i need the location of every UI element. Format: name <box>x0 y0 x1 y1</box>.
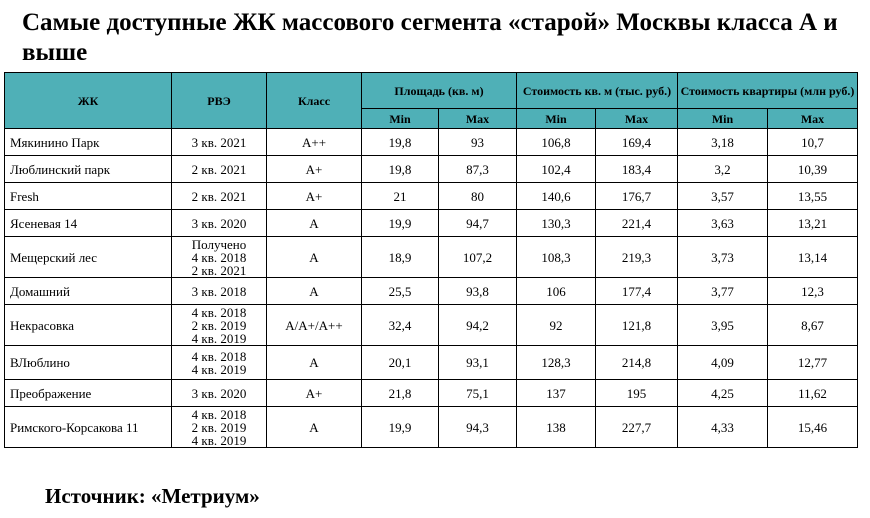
cell-area-min: 21 <box>362 183 439 210</box>
rve-line: 3 кв. 2020 <box>191 385 247 401</box>
cell-sqm-min: 92 <box>517 305 596 346</box>
cell-apt-min: 3,57 <box>678 183 768 210</box>
cell-area-min: 20,1 <box>362 346 439 380</box>
cell-apt-max: 13,21 <box>768 210 858 237</box>
cell-sqm-max: 121,8 <box>596 305 678 346</box>
cell-rve <box>172 346 267 380</box>
table-row <box>5 380 858 407</box>
cell-apt-max: 10,39 <box>768 156 858 183</box>
cell-class: А <box>267 346 362 380</box>
cell-sqm-max: 227,7 <box>596 407 678 448</box>
cell-sqm-min: 108,3 <box>517 237 596 278</box>
rve-line: 4 кв. 2018 <box>191 406 247 422</box>
cell-area-min: 19,9 <box>362 407 439 448</box>
cell-area-min: 21,8 <box>362 380 439 407</box>
cell-name: Римского-Корсакова 11 <box>5 407 172 448</box>
source-note: Источник: «Метриум» <box>45 484 260 508</box>
rve-line: 4 кв. 2018 <box>191 304 247 320</box>
cell-area-min: 25,5 <box>362 278 439 305</box>
cell-area-max: 107,2 <box>439 237 517 278</box>
cell-area-max: 93 <box>439 129 517 156</box>
cell-apt-min: 4,09 <box>678 346 768 380</box>
cell-rve <box>172 210 267 237</box>
header-area: Площадь (кв. м) <box>362 73 517 109</box>
cell-area-min: 19,8 <box>362 129 439 156</box>
cell-apt-min: 4,25 <box>678 380 768 407</box>
cell-apt-min: 3,95 <box>678 305 768 346</box>
housing-table <box>4 72 858 448</box>
header-apt-max: Max <box>768 109 858 129</box>
header-sqm-min: Min <box>517 109 596 129</box>
cell-rve <box>172 129 267 156</box>
cell-area-max: 75,1 <box>439 380 517 407</box>
rve-line: 4 кв. 2018 <box>191 249 247 265</box>
cell-sqm-min: 130,3 <box>517 210 596 237</box>
cell-class: А+ <box>267 183 362 210</box>
cell-name: ВЛюблино <box>5 346 172 380</box>
cell-apt-max: 15,46 <box>768 407 858 448</box>
cell-area-max: 87,3 <box>439 156 517 183</box>
rve-line: 4 кв. 2019 <box>191 361 247 377</box>
cell-name: Преображение <box>5 380 172 407</box>
cell-apt-max: 8,67 <box>768 305 858 346</box>
cell-class: А+ <box>267 380 362 407</box>
cell-area-max: 94,2 <box>439 305 517 346</box>
cell-sqm-min: 106,8 <box>517 129 596 156</box>
cell-sqm-max: 214,8 <box>596 346 678 380</box>
cell-name: Домашний <box>5 278 172 305</box>
cell-rve <box>172 237 267 278</box>
rve-line: 2 кв. 2021 <box>191 188 247 204</box>
rve-line: 4 кв. 2019 <box>191 432 247 448</box>
header-class: Класс <box>267 73 362 129</box>
table-row <box>5 210 858 237</box>
cell-name: Ясеневая 14 <box>5 210 172 237</box>
cell-class: А <box>267 237 362 278</box>
rve-line: 3 кв. 2020 <box>191 215 247 231</box>
cell-rve <box>172 156 267 183</box>
cell-name: Мещерский лес <box>5 237 172 278</box>
table-row <box>5 305 858 346</box>
cell-sqm-max: 176,7 <box>596 183 678 210</box>
cell-sqm-min: 102,4 <box>517 156 596 183</box>
cell-apt-min: 3,77 <box>678 278 768 305</box>
rve-line: 2 кв. 2021 <box>191 262 247 278</box>
cell-area-max: 80 <box>439 183 517 210</box>
header-name: ЖК <box>5 73 172 129</box>
cell-apt-max: 11,62 <box>768 380 858 407</box>
cell-apt-min: 4,33 <box>678 407 768 448</box>
cell-rve <box>172 305 267 346</box>
cell-class: А+ <box>267 156 362 183</box>
cell-sqm-max: 195 <box>596 380 678 407</box>
header-price-sqm: Стоимость кв. м (тыс. руб.) <box>517 73 678 109</box>
cell-name: Мякинино Парк <box>5 129 172 156</box>
cell-apt-min: 3,63 <box>678 210 768 237</box>
page-title: Самые доступные ЖК массового сегмента «старой» Москвы класса А и выше <box>22 9 838 66</box>
cell-apt-max: 13,14 <box>768 237 858 278</box>
rve-line: Получено <box>191 236 247 252</box>
cell-rve <box>172 183 267 210</box>
table-row <box>5 129 858 156</box>
cell-apt-max: 10,7 <box>768 129 858 156</box>
cell-apt-min: 3,2 <box>678 156 768 183</box>
cell-sqm-min: 138 <box>517 407 596 448</box>
cell-apt-min: 3,18 <box>678 129 768 156</box>
cell-area-min: 19,8 <box>362 156 439 183</box>
cell-sqm-min: 128,3 <box>517 346 596 380</box>
table-row <box>5 278 858 305</box>
header-rve: РВЭ <box>172 73 267 129</box>
cell-sqm-max: 219,3 <box>596 237 678 278</box>
table-body <box>5 129 858 448</box>
cell-sqm-max: 177,4 <box>596 278 678 305</box>
rve-line: 4 кв. 2019 <box>191 330 247 346</box>
table-row <box>5 183 858 210</box>
cell-area-min: 19,9 <box>362 210 439 237</box>
rve-line: 3 кв. 2021 <box>191 134 247 150</box>
header-sqm-max: Max <box>596 109 678 129</box>
cell-sqm-max: 169,4 <box>596 129 678 156</box>
cell-rve <box>172 407 267 448</box>
cell-area-max: 94,3 <box>439 407 517 448</box>
cell-apt-max: 12,77 <box>768 346 858 380</box>
cell-class: А <box>267 407 362 448</box>
header-apt-min: Min <box>678 109 768 129</box>
cell-apt-max: 12,3 <box>768 278 858 305</box>
cell-apt-min: 3,73 <box>678 237 768 278</box>
cell-area-min: 18,9 <box>362 237 439 278</box>
rve-line: 3 кв. 2018 <box>191 283 247 299</box>
cell-sqm-min: 137 <box>517 380 596 407</box>
table-row <box>5 346 858 380</box>
cell-name: Люблинский парк <box>5 156 172 183</box>
cell-sqm-min: 140,6 <box>517 183 596 210</box>
cell-sqm-min: 106 <box>517 278 596 305</box>
cell-rve <box>172 380 267 407</box>
cell-name: Некрасовка <box>5 305 172 346</box>
cell-sqm-max: 221,4 <box>596 210 678 237</box>
cell-apt-max: 13,55 <box>768 183 858 210</box>
table-row <box>5 156 858 183</box>
cell-area-max: 94,7 <box>439 210 517 237</box>
cell-name: Fresh <box>5 183 172 210</box>
rve-line: 4 кв. 2018 <box>191 348 247 364</box>
cell-rve <box>172 278 267 305</box>
table-row <box>5 237 858 278</box>
header-area-max: Max <box>439 109 517 129</box>
table-row <box>5 407 858 448</box>
cell-class: А++ <box>267 129 362 156</box>
rve-line: 2 кв. 2019 <box>191 317 247 333</box>
rve-line: 2 кв. 2021 <box>191 161 247 177</box>
cell-area-max: 93,8 <box>439 278 517 305</box>
cell-area-max: 93,1 <box>439 346 517 380</box>
cell-class: А <box>267 210 362 237</box>
cell-area-min: 32,4 <box>362 305 439 346</box>
rve-line: 2 кв. 2019 <box>191 419 247 435</box>
header-area-min: Min <box>362 109 439 129</box>
cell-class: А <box>267 278 362 305</box>
cell-sqm-max: 183,4 <box>596 156 678 183</box>
cell-class: А/А+/А++ <box>267 305 362 346</box>
header-price-apt: Стоимость квартиры (млн руб.) <box>678 73 858 109</box>
header-row <box>5 73 858 109</box>
